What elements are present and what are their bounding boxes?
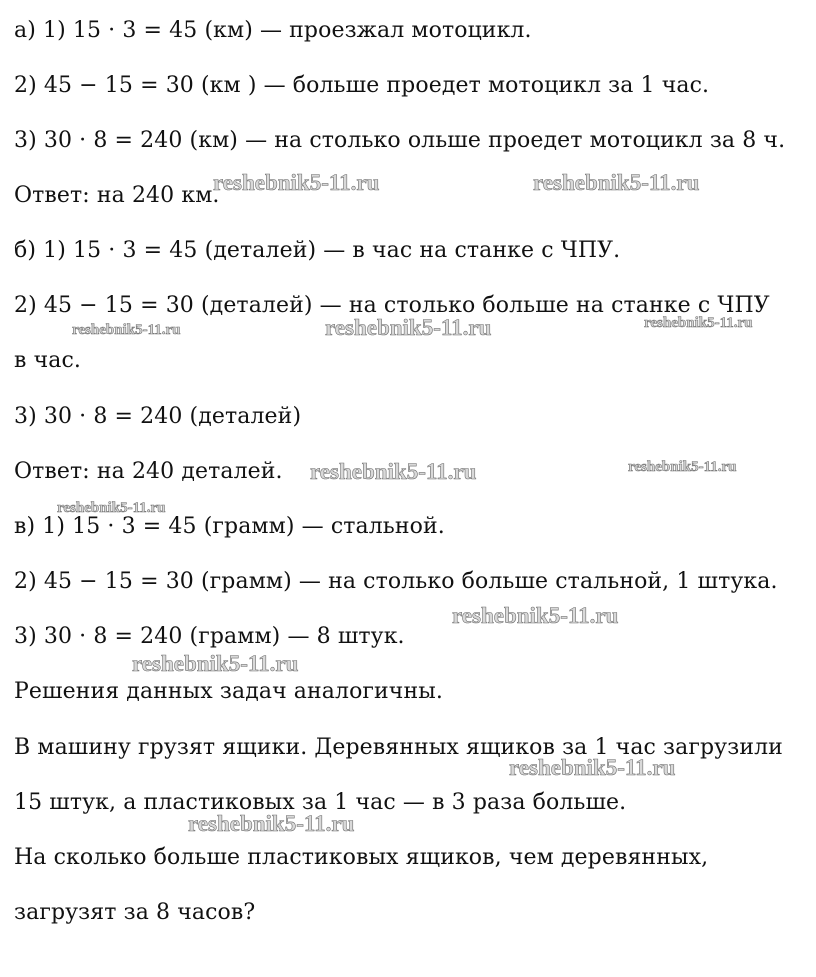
problem-line-1: В машину грузят ящики. Деревянных ящиков за 1 час загрузили — [14, 735, 783, 760]
problem-line-3: На сколько больше пластиковых ящиков, чем деревянных, — [14, 845, 709, 870]
text-line-12: 3) 30 · 8 = 240 (грамм) — 8 штук. — [14, 624, 405, 649]
watermark: reshebnik5-11.ru — [188, 811, 355, 836]
text-line-13: Решения данных задач аналогичны. — [14, 679, 443, 704]
watermark: reshebnik5-11.ru — [509, 755, 676, 780]
problem-line-4: загрузят за 8 часов? — [14, 900, 256, 925]
watermark: reshebnik5-11.ru — [644, 315, 753, 331]
text-line-2: 2) 45 − 15 = 30 (км ) — больше проедет мотоцикл за 1 час. — [14, 73, 710, 98]
text-line-6: 2) 45 − 15 = 30 (деталей) — на столько больше на станке с ЧПУ — [14, 293, 770, 318]
watermark: reshebnik5-11.ru — [310, 459, 477, 484]
watermark: reshebnik5-11.ru — [57, 500, 166, 516]
watermark: reshebnik5-11.ru — [213, 170, 380, 195]
text-line-5: б) 1) 15 · 3 = 45 (деталей) — в час на станке с ЧПУ. — [14, 238, 621, 263]
text-line-1: а) 1) 15 · 3 = 45 (км) — проезжал мотоцикл. — [14, 18, 532, 43]
watermark: reshebnik5-11.ru — [533, 170, 700, 195]
watermark: reshebnik5-11.ru — [325, 315, 492, 340]
text-line-11: 2) 45 − 15 = 30 (грамм) — на столько больше стальной, 1 штука. — [14, 569, 778, 594]
answer-line-a: Ответ: на 240 км. — [14, 183, 220, 208]
problem-line-2: 15 штук, а пластиковых за 1 час — в 3 раза больше. — [14, 790, 627, 815]
text-line-3: 3) 30 · 8 = 240 (км) — на столько ольше проедет мотоцикл за 8 ч. — [14, 128, 786, 153]
watermark: reshebnik5-11.ru — [628, 459, 737, 475]
text-line-8: 3) 30 · 8 = 240 (деталей) — [14, 404, 302, 429]
text-line-7: в час. — [14, 348, 81, 373]
text-line-10: в) 1) 15 · 3 = 45 (грамм) — стальной. — [14, 514, 445, 539]
watermark: reshebnik5-11.ru — [452, 603, 619, 628]
answer-line-b: Ответ: на 240 деталей. — [14, 459, 283, 484]
watermark: reshebnik5-11.ru — [132, 651, 299, 676]
watermark: reshebnik5-11.ru — [72, 322, 181, 338]
